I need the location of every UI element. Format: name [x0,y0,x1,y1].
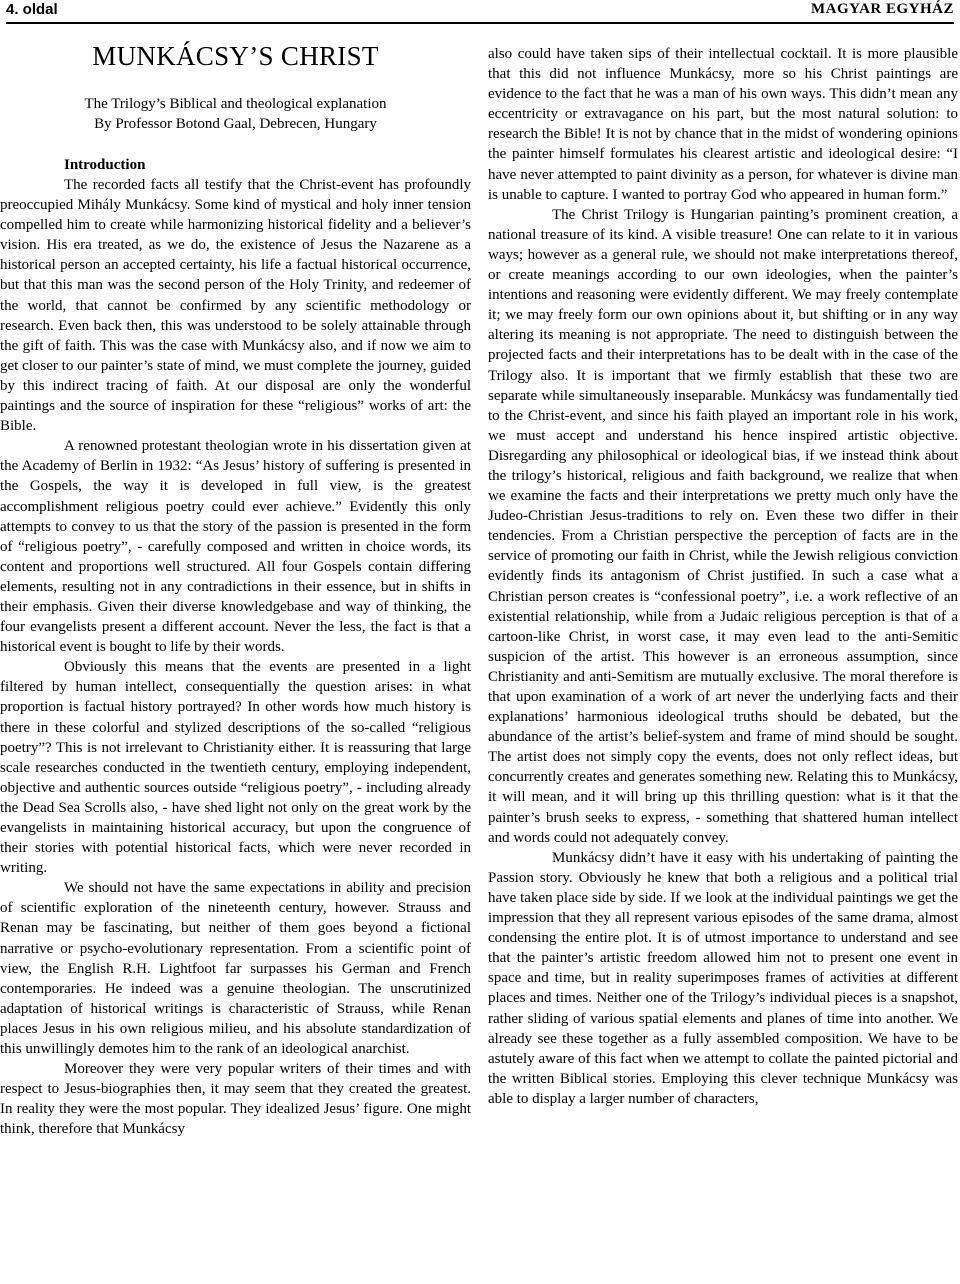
page-number: 4. oldal [6,1,58,18]
paragraph: A renowned protestant theologian wrote in his dissertation given at the Academy of Berlin in 1932: “As Jesus’ history of suffering is presented in the Gospels, the way it is developed in full view, is the greatest accomplishment religious poetry could ever achieve.” Evidently this only attempts to convey to us that the story of the passion is presented in the form of “religious poetry”, - carefully composed and written in choice words, its content and proportions well structured. All four Gospels contain differing elements, resulting not in any contradictions in their essence, but in shifts in their emphasis. Given their diverse knowledgebase and way of thinking, the four evangelists present a different account. Never the less, the fact is that a historical event is bought to life by their words. [0,438,471,656]
page-header [6,0,954,24]
publication-name: MAGYAR EGYHÁZ [810,1,954,17]
paragraph: The Christ Trilogy is Hungarian painting’s prominent creation, a national treasure of its kind. A visible treasure! One can relate to it in various ways; however as a general rule, we should not make interpretations thereof, or create meanings according to our own ideologies, when the painter’s intentions and reasoning were evidently different. We may freely contemplate it; we may freely form our own opinions about it, but shifting or in any way altering its meaning is not appropriate. The need to distinguish between the projected facts and their interpretations has to be dealt with in the case of the Trilogy also. It is important that we firmly establish that these two are separate while simultaneously inseparable. Munkácsy was fundamentally tied to the Christ-event, and since his faith played an important role in his work, we must accept and understand his hence inspired artistic objective. Disregarding any philosophical or ideological bias, if we instead think about the trilogy’s historical, religious and faith background, we realize that when we examine the facts and their interpretations we pretty much only have the Judeo-Christian Jesus-traditions to rely on. Even these two differ in their tendencies. From a Christian perspective the perception of facts are in the service of promoting our faith in Christ, while the Jewish religious conviction evidently finds its antagonism of Christ justified. In such a case what a Christian person creates is “confessional poetry”, i.e. a work reflective of an existential relationship, while from a Judaic religious perception is that of a cartoon-like Christ, in worst case, it may even lead to the anti-Semitic suspicion of the artist. This however is an erroneous assumption, since Christianity and anti-Semitism are mutually exclusive. The moral therefore is that upon examination of a work of art never the underlying facts and their explanations’ harmonious ideological truths should be debated, but the abundance of the artist’s belief-system and frame of mind should be sought. The artist does not simply copy the events, does not only reflect ideas, but concurrently creates and generates something new. Relating this to Munkácsy, it will mean, and it will bring up this thrilling question: what is it that the painter’s brush seeks to express, - something that shattered human intellect and words could not adequately convey. [488,206,958,846]
paragraph: The recorded facts all testify that the Christ-event has profoundly preoccupied Mihály Munkácsy. Some kind of mystical and holy inner tension compelled him to create while harmonizing historical fidelity and a believer’s vision. His era treated, as we do, the existence of Jesus the Nazarene as a historical person an accepted certainty, his life a factual historical occurrence, but that this man was the second person of the Holy Trinity, and redeemer of the world, that cannot be confirmed by any scientific methodology or research. Even back then, this was understood to be solely attainable through the gift of faith. This was the case with Munkácsy also, and if now we aim to get closer to our painter’s state of mind, we must complete the journey, guided by this indirect tracing of faith. At our disposal are only the wonderful paintings and the source of inspiration for these “religious” works of art: the Bible. [0,177,471,435]
article-subtitle: The Trilogy’s Biblical and theological explanation [84,96,387,112]
article-byline: By Professor Botond Gaal, Debrecen, Hungary [94,116,377,132]
right-column [488,44,958,1109]
paragraph: We should not have the same expectations in ability and precision of scientific exploration of the nineteenth century, however. Strauss and Renan may be fascinating, but neither of them goes beyond a fictional narrative or psycho-evolutionary representation. From a scientific point of view, the English R.H. Lightfoot far surpasses his German and French contemporaries. He indeed was a genuine theologian. The unscrutinized adaptation of historical writings is characteristic of Strauss, while Renan places Jesus in his own religious milieu, and his absolute standardization of this unwillingly demotes him to the rank of an ideological anarchist. [0,880,471,1058]
left-column [0,40,471,1140]
section-heading: Introduction [64,157,146,173]
paragraph: also could have taken sips of their intellectual cocktail. It is more plausible that this did not influence Munkácsy, more so his Christ paintings are evidence to the fact that he was a man of his own ways. This didn’t mean any eccentricity or extravagance on his part, but the most natural solution: to research the Bible! It is not by chance that in the midst of wondering opinions the painter himself formulates his clearest artistic and ideological desire: “I have never attempted to paint divinity as a person, for whatever is divine man is unable to capture. I wanted to portray God who appeared in human form.” [488,46,958,203]
paragraph: Moreover they were very popular writers of their times and with respect to Jesus-biographies then, it may seem that they created the greatest. In reality they were the most popular. They idealized Jesus’ figure. One might think, therefore that Munkácsy [0,1061,471,1138]
paragraph: Obviously this means that the events are presented in a light filtered by human intellect, consequentially the question arises: in what proportion is factual history portrayed? In other words how much history is there in these colorful and stylized descriptions of the so-called “religious poetry”? This is not irrelevant to Christianity either. It is reassuring that large scale researches conducted in the twentieth century, employing independent, objective and authentic sources outside “religious poetry”, - including already the Dead Sea Scrolls also, - have shed light not only on the great work by the evangelists in maintaining historical accuracy, but upon the congruence of their stories with potential historical facts, which were never recorded in writing. [0,659,471,877]
paragraph: Munkácsy didn’t have it easy with his undertaking of painting the Passion story. Obviously he knew that both a religious and a political trial have taken place side by side. If we look at the individual paintings we get the impression that they all represent various episodes of the same drama, almost condensing the entire plot. It is of utmost importance to understand and see that the painter’s artistic freedom allowed him not to present one event in space and time, but in reality superimposes frames of activities at different places and times. Neither one of the Trilogy’s individual pieces is a snapshot, rather sliding of various spatial elements and planes of time into another. We already see these together as a fully assembled composition. We have to be astutely aware of this fact when we attempt to collate the painted pictorial and the written Biblical stories. Employing this clever technique Munkácsy was able to display a larger number of characters, [488,849,958,1107]
article-title: MUNKÁCSY’S CHRIST [92,41,379,71]
